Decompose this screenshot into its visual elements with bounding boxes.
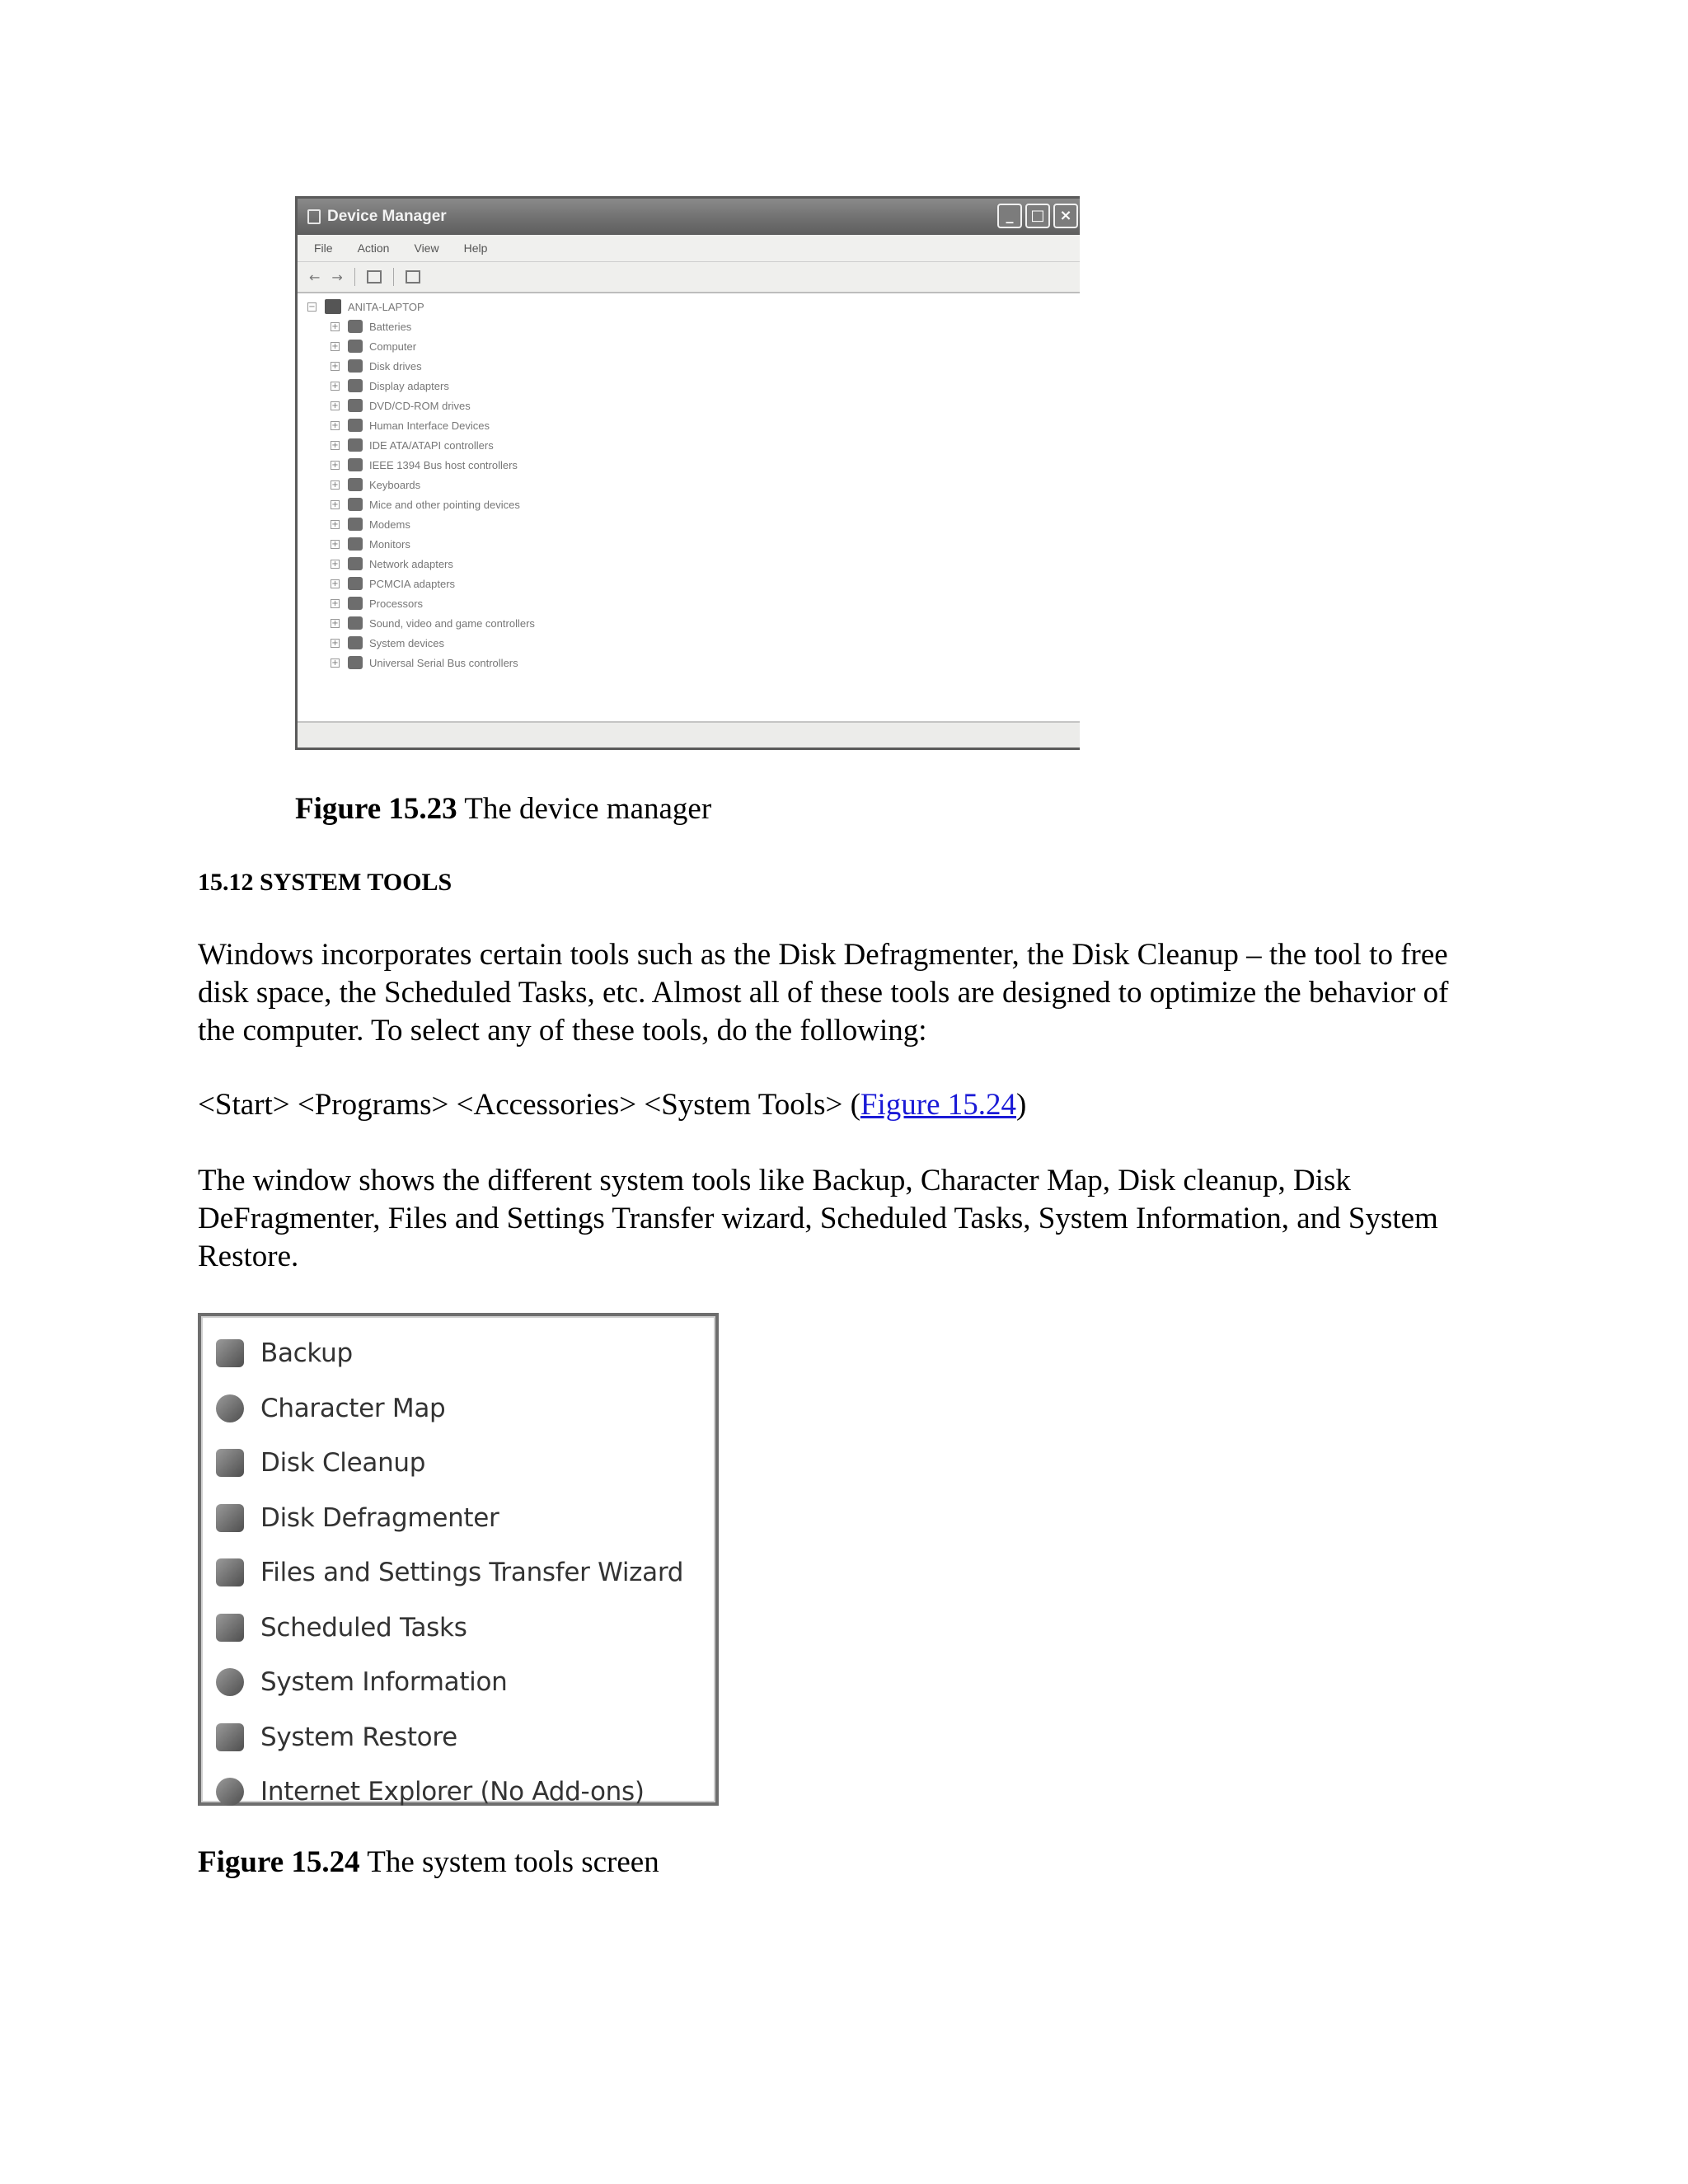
show-hide-tree-icon[interactable] xyxy=(367,270,382,284)
device-category[interactable] xyxy=(307,514,1080,534)
menu-item-label: Internet Explorer (No Add-ons) xyxy=(260,1777,645,1807)
paragraph-menu-path xyxy=(198,1086,1484,1124)
device-icon xyxy=(348,537,363,551)
menu-path-close: ) xyxy=(1016,1088,1027,1122)
menu-item-internet-explorer[interactable] xyxy=(216,1765,715,1820)
backup-icon xyxy=(216,1339,244,1367)
device-category[interactable] xyxy=(307,455,1080,475)
expand-icon[interactable]: + xyxy=(331,559,339,569)
menu-item-system-information[interactable] xyxy=(216,1655,715,1710)
device-category[interactable] xyxy=(307,633,1080,653)
figure-text: The device manager xyxy=(457,792,712,826)
menu-item-disk-cleanup[interactable] xyxy=(216,1436,715,1491)
toolbar xyxy=(298,262,1080,293)
device-icon xyxy=(348,419,363,432)
device-category-label: Universal Serial Bus controllers xyxy=(369,656,518,669)
device-category-label: IEEE 1394 Bus host controllers xyxy=(369,458,518,471)
system-restore-icon xyxy=(216,1723,244,1751)
expand-icon[interactable]: + xyxy=(331,401,339,410)
expand-icon[interactable]: + xyxy=(331,480,339,490)
expand-icon[interactable]: + xyxy=(331,460,339,470)
figure-15-24-link[interactable]: Figure 15.24 xyxy=(860,1088,1017,1122)
paragraph-description: The window shows the different system tools like Backup, Character Map, Disk cleanup, Disk DeFragmenter, Files and Settings Transfer wizard, Scheduled Tasks, System Information, and System Restore. xyxy=(198,1164,1438,1273)
device-category-label: Batteries xyxy=(369,320,412,333)
device-category[interactable] xyxy=(307,554,1080,574)
title-bar xyxy=(298,199,1080,235)
menu-item-character-map[interactable] xyxy=(216,1381,715,1436)
toolbar-separator xyxy=(393,268,394,286)
device-category-label: Display adapters xyxy=(369,379,449,392)
device-icon xyxy=(348,498,363,511)
toolbar-separator xyxy=(354,268,355,286)
device-category-label: Disk drives xyxy=(369,359,422,373)
device-category[interactable] xyxy=(307,376,1080,396)
device-icon xyxy=(348,399,363,412)
device-category-label: Monitors xyxy=(369,537,410,551)
expand-icon[interactable]: + xyxy=(331,440,339,450)
device-category-label: PCMCIA adapters xyxy=(369,577,456,590)
menu-item-label: Disk Defragmenter xyxy=(260,1502,499,1533)
device-category-label: Mice and other pointing devices xyxy=(369,498,520,511)
device-category[interactable] xyxy=(307,356,1080,376)
expand-icon[interactable]: + xyxy=(331,638,339,648)
device-icon xyxy=(348,616,363,630)
menu-item-disk-defragmenter[interactable] xyxy=(216,1491,715,1546)
device-category[interactable] xyxy=(307,613,1080,633)
device-icon xyxy=(348,458,363,471)
disk-cleanup-icon xyxy=(216,1449,244,1477)
menu-item-label: Files and Settings Transfer Wizard xyxy=(260,1558,684,1588)
expand-icon[interactable]: + xyxy=(331,499,339,509)
forward-arrow-icon[interactable]: → xyxy=(331,269,343,285)
menu-view[interactable]: View xyxy=(414,241,439,255)
device-category-label: Keyboards xyxy=(369,478,421,491)
device-category-label: Human Interface Devices xyxy=(369,419,490,432)
expand-icon[interactable]: + xyxy=(331,658,339,668)
figure-text: The system tools screen xyxy=(359,1845,659,1879)
device-icon xyxy=(348,597,363,610)
device-icon xyxy=(348,518,363,531)
expand-icon[interactable]: + xyxy=(331,539,339,549)
collapse-icon[interactable]: − xyxy=(308,302,316,312)
tree-root[interactable] xyxy=(307,297,1080,316)
device-category[interactable] xyxy=(307,593,1080,613)
device-icon xyxy=(348,340,363,353)
device-category-label: System devices xyxy=(369,636,445,649)
device-category[interactable] xyxy=(307,475,1080,494)
device-manager-icon xyxy=(307,209,321,224)
menu-help[interactable]: Help xyxy=(463,241,488,255)
device-category[interactable] xyxy=(307,316,1080,336)
device-icon xyxy=(348,379,363,392)
system-information-icon xyxy=(216,1668,244,1696)
expand-icon[interactable]: + xyxy=(331,618,339,628)
menu-item-transfer-wizard[interactable] xyxy=(216,1545,715,1601)
menu-item-label: Scheduled Tasks xyxy=(260,1612,467,1643)
menu-file[interactable]: File xyxy=(314,241,333,255)
menu-path-text: <Start> <Programs> <Accessories> <System Tools> ( xyxy=(198,1088,860,1122)
expand-icon[interactable]: + xyxy=(331,381,339,391)
expand-icon[interactable]: + xyxy=(331,519,339,529)
expand-icon[interactable]: + xyxy=(331,321,339,331)
properties-icon[interactable] xyxy=(406,270,420,284)
menu-item-label: Character Map xyxy=(260,1393,446,1423)
device-icon xyxy=(348,359,363,373)
close-button[interactable]: × xyxy=(1053,204,1078,228)
paragraph-intro: Windows incorporates certain tools such as the Disk Defragmenter, the Disk Cleanup – the tool to free disk space, the Scheduled Tasks, etc. Almost all of these tools are designed to optimize the behavior of the computer. To select any of these tools, do the following: xyxy=(198,938,1449,1047)
device-category[interactable] xyxy=(307,435,1080,455)
transfer-wizard-icon xyxy=(216,1558,244,1586)
device-category-label: DVD/CD-ROM drives xyxy=(369,399,471,412)
figure-caption-15-24 xyxy=(198,1844,659,1881)
tree-root-label: ANITA-LAPTOP xyxy=(348,300,424,313)
figure-caption-15-23 xyxy=(295,791,711,827)
device-icon xyxy=(348,636,363,649)
device-icon xyxy=(348,438,363,452)
device-icon xyxy=(348,478,363,491)
internet-explorer-icon xyxy=(216,1778,244,1806)
device-icon xyxy=(348,320,363,333)
menu-item-backup[interactable] xyxy=(216,1326,715,1381)
expand-icon[interactable]: + xyxy=(331,598,339,608)
character-map-icon xyxy=(216,1394,244,1422)
device-category[interactable] xyxy=(307,396,1080,415)
device-category-label: Network adapters xyxy=(369,557,453,570)
window-controls xyxy=(997,204,1078,228)
section-heading: 15.12 SYSTEM TOOLS xyxy=(198,869,452,896)
menu-item-system-restore[interactable] xyxy=(216,1710,715,1765)
expand-icon[interactable]: + xyxy=(331,341,339,351)
device-category[interactable] xyxy=(307,653,1080,673)
device-icon xyxy=(348,656,363,669)
figure-label: Figure 15.23 xyxy=(295,792,457,826)
figure-label: Figure 15.24 xyxy=(198,1845,360,1879)
expand-icon[interactable]: + xyxy=(331,420,339,430)
device-category-label: IDE ATA/ATAPI controllers xyxy=(369,438,494,452)
disk-defragmenter-icon xyxy=(216,1504,244,1532)
device-category[interactable] xyxy=(307,574,1080,593)
device-category-label: Sound, video and game controllers xyxy=(369,616,535,630)
back-arrow-icon[interactable]: ← xyxy=(309,269,321,285)
status-bar xyxy=(298,721,1080,748)
device-category[interactable] xyxy=(307,534,1080,554)
device-icon xyxy=(348,577,363,590)
menu-bar xyxy=(298,235,1080,262)
scheduled-tasks-icon xyxy=(216,1614,244,1642)
device-category-label: Modems xyxy=(369,518,410,531)
system-tools-menu xyxy=(198,1313,719,1806)
device-category[interactable] xyxy=(307,494,1080,514)
expand-icon[interactable]: + xyxy=(331,361,339,371)
expand-icon[interactable]: + xyxy=(331,579,339,588)
menu-item-label: System Information xyxy=(260,1667,508,1698)
device-category[interactable] xyxy=(307,336,1080,356)
device-category-label: Computer xyxy=(369,340,417,353)
device-category[interactable] xyxy=(307,415,1080,435)
menu-item-label: System Restore xyxy=(260,1722,457,1752)
minimize-button[interactable]: _ xyxy=(997,204,1022,228)
menu-action[interactable]: Action xyxy=(357,241,390,255)
window-title: Device Manager xyxy=(327,208,447,225)
device-tree xyxy=(298,293,1080,673)
maximize-button[interactable]: □ xyxy=(1025,204,1050,228)
device-icon xyxy=(348,557,363,570)
device-category-label: Processors xyxy=(369,597,424,610)
device-manager-window xyxy=(295,196,1080,750)
menu-item-label: Backup xyxy=(260,1338,353,1369)
computer-icon xyxy=(325,299,341,314)
menu-item-label: Disk Cleanup xyxy=(260,1448,426,1479)
menu-item-scheduled-tasks[interactable] xyxy=(216,1601,715,1656)
